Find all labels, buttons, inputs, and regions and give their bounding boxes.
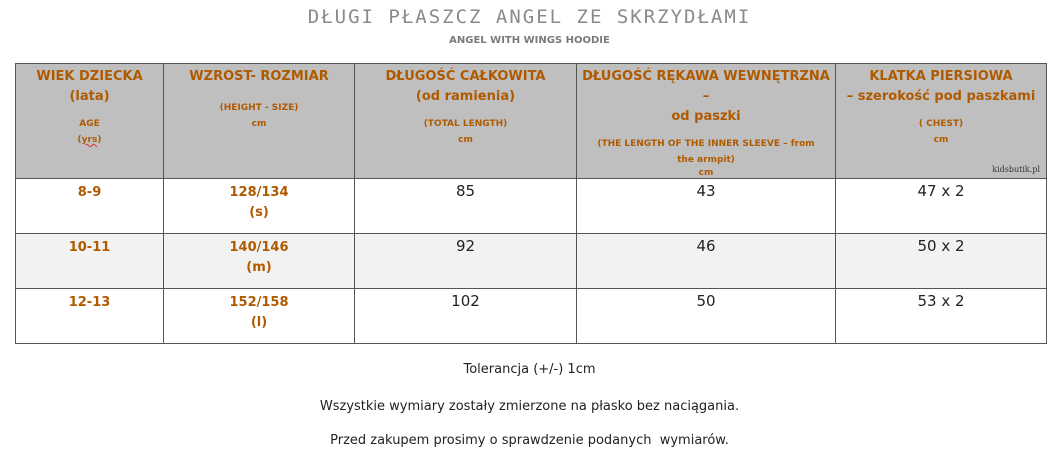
column-title-line: od paszki (671, 109, 741, 124)
cell-sleeve-length: 50 (577, 289, 836, 344)
column-header-total-length (355, 64, 577, 179)
column-header-chest (836, 64, 1047, 179)
cell-size (164, 289, 355, 344)
flat-measurement-note: Wszystkie wymiary zostały zmierzone na płasko bez naciągania. (319, 399, 740, 414)
column-unit: cm (698, 168, 714, 178)
column-title-line: DŁUGOŚĆ RĘKAWA WEWNĘTRZNA – (582, 69, 830, 104)
size-code: (l) (250, 315, 268, 330)
column-subtitle: (THE LENGTH OF THE INNER SLEEVE – from (597, 139, 815, 149)
cell-size (164, 179, 355, 234)
column-subtitle: (HEIGHT - SIZE) (219, 103, 299, 113)
cell-size (164, 234, 355, 289)
size-value: 152/158 (229, 295, 289, 310)
column-title-line: DŁUGOŚĆ CAŁKOWITA (385, 69, 546, 84)
column-unit (16, 132, 163, 148)
column-unit: cm (251, 119, 267, 129)
column-header-age (16, 64, 164, 179)
size-table (15, 63, 1047, 344)
column-title-line: WIEK DZIECKA (36, 69, 143, 84)
cell-age: 12-13 (16, 289, 164, 344)
column-title (577, 67, 835, 127)
cell-age: 10-11 (16, 234, 164, 289)
column-title: WZROST- ROZMIAR (189, 69, 329, 84)
column-subtitle: ( CHEST) (918, 119, 964, 129)
tolerance-note: Tolerancja (+/-) 1cm (463, 362, 596, 377)
size-value: 140/146 (229, 240, 289, 255)
cell-chest: 53 x 2 (836, 289, 1047, 344)
cell-total-length: 92 (355, 234, 577, 289)
column-title-line: (od ramienia) (415, 89, 516, 104)
watermark: kidsbutik.pl (992, 165, 1040, 174)
cell-chest: 47 x 2 (836, 179, 1047, 234)
column-title-line: – szerokość pod paszkami (846, 89, 1036, 104)
column-header-sleeve-length (577, 64, 836, 179)
column-subtitle: (TOTAL LENGTH) (423, 119, 508, 129)
size-value: 128/134 (229, 185, 289, 200)
size-code: (s) (249, 205, 269, 220)
cell-sleeve-length: 46 (577, 234, 836, 289)
table-row (16, 179, 1047, 234)
spellcheck-marked-text: yrs (81, 135, 98, 145)
column-unit: cm (458, 135, 473, 145)
column-title (836, 67, 1046, 107)
column-title (355, 67, 576, 107)
column-subtitle: the armpit) (677, 155, 735, 165)
cell-total-length: 85 (355, 179, 577, 234)
table-header-row (16, 64, 1047, 179)
page-title: DŁUGI PŁASZCZ ANGEL ZE SKRZYDŁAMI (307, 6, 752, 28)
column-title (16, 67, 163, 107)
column-title-line: (lata) (69, 89, 110, 104)
paren-open: ( (77, 135, 82, 145)
cell-sleeve-length: 43 (577, 179, 836, 234)
table-row (16, 289, 1047, 344)
column-header-height-size (164, 64, 355, 179)
column-subtitle: AGE (79, 119, 100, 129)
check-measurements-note: Przed zakupem prosimy o sprawdzenie podanych wymiarów. (330, 433, 729, 448)
page-subtitle: ANGEL WITH WINGS HOODIE (449, 35, 610, 46)
size-code: (m) (246, 260, 272, 275)
cell-chest: 50 x 2 (836, 234, 1047, 289)
column-unit: cm (933, 135, 949, 145)
table-row (16, 234, 1047, 289)
column-title-line: KLATKA PIERSIOWA (869, 69, 1013, 84)
cell-age: 8-9 (16, 179, 164, 234)
cell-total-length: 102 (355, 289, 577, 344)
paren-close: ) (97, 135, 102, 145)
